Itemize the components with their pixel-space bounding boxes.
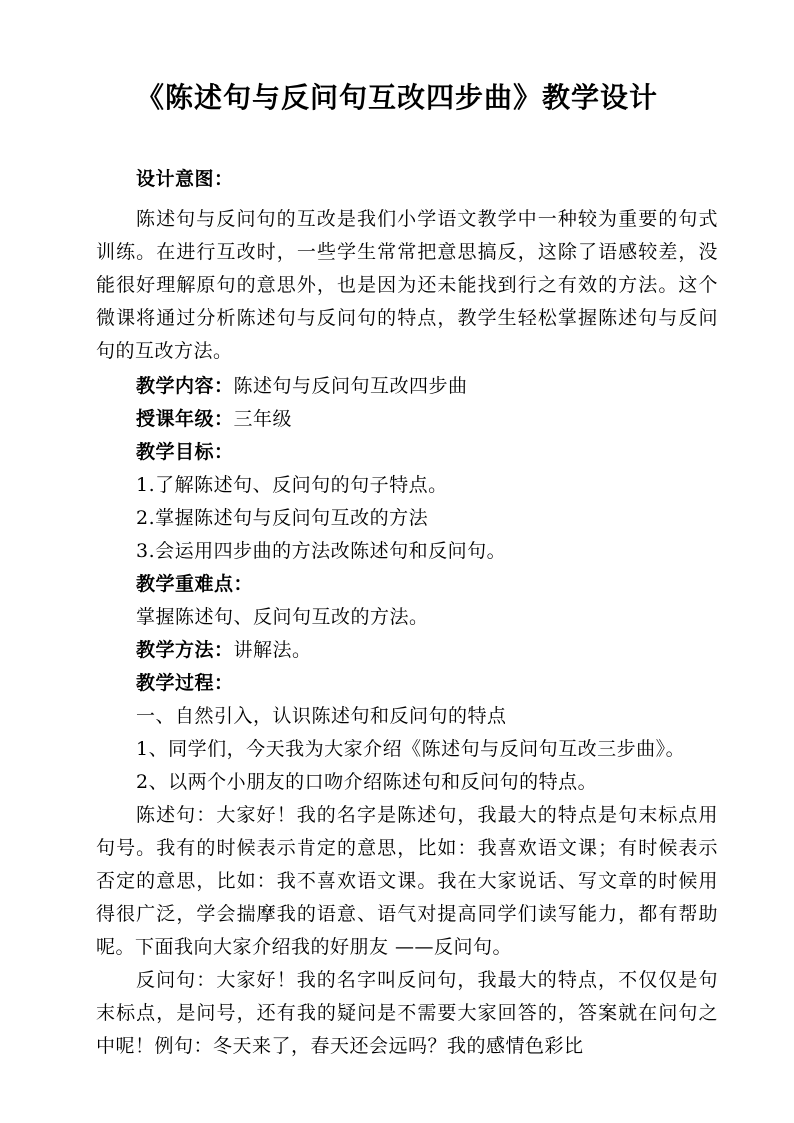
rhetorical-paragraph: 反问句：大家好！我的名字叫反问句，我最大的特点，不仅仅是句末标点，是问号，还有我的疑问是不需要大家回答的，答案就在问句之中呢！例句：冬天来了，春天还会远吗？我的感情色彩比 bbox=[96, 969, 718, 1057]
goals-heading: 教学目标： bbox=[136, 441, 234, 463]
grade-label: 授课年级： bbox=[136, 408, 234, 430]
method-value: 讲解法。 bbox=[233, 639, 312, 661]
content-value: 陈述句与反问句互改四步曲 bbox=[233, 375, 468, 397]
design-intent-heading: 设计意图： bbox=[136, 168, 234, 190]
declarative-paragraph: 陈述句：大家好！我的名字是陈述句，我最大的特点是句末标点用句号。我有的时候表示肯定的意思，比如：我喜欢语文课；有时候表示否定的意思，比如：我不喜欢语文课。我在大家说话、写文章的时候用得很广泛，学会揣摩我的语意、语气对提高同学们读写能力，都有帮助呢。下面我向大家介绍我的好朋友 ——反问句。 bbox=[96, 804, 718, 958]
design-intent-paragraph: 陈述句与反问句的互改是我们小学语文教学中一种较为重要的句式训练。在进行互改时，一些学生常常把意思搞反，这除了语感较差，没能很好理解原句的意思外，也是因为还未能找到行之有效的方法。这个微课将通过分析陈述句与反问句的特点，教学生轻松掌握陈述句与反问句的互改方法。 bbox=[96, 208, 718, 362]
process-heading: 教学过程： bbox=[136, 672, 234, 694]
goal-item-2: 2.掌握陈述句与反问句互改的方法 bbox=[136, 507, 429, 529]
document-title: 《陈述句与反问句互改四步曲》教学设计 bbox=[135, 81, 658, 114]
process-item-1: 1、同学们，今天我为大家介绍《陈述句与反问句互改三步曲》。 bbox=[136, 738, 686, 760]
process-step-1: 一、自然引入，认识陈述句和反问句的特点 bbox=[136, 705, 507, 727]
difficulty-text: 掌握陈述句、反问句互改的方法。 bbox=[136, 606, 429, 628]
document-body bbox=[96, 163, 718, 1063]
method-label: 教学方法： bbox=[136, 639, 234, 661]
grade-row bbox=[96, 403, 718, 436]
content-label: 教学内容： bbox=[136, 375, 234, 397]
grade-value: 三年级 bbox=[233, 408, 293, 430]
goal-item-1: 1.了解陈述句、反问句的句子特点。 bbox=[136, 474, 448, 496]
content-row bbox=[96, 370, 718, 403]
process-item-2: 2、以两个小朋友的口吻介绍陈述句和反问句的特点。 bbox=[136, 771, 598, 793]
method-row bbox=[96, 634, 718, 667]
goal-item-3: 3.会运用四步曲的方法改陈述句和反问句。 bbox=[136, 540, 507, 562]
difficulty-heading: 教学重难点： bbox=[136, 573, 254, 595]
